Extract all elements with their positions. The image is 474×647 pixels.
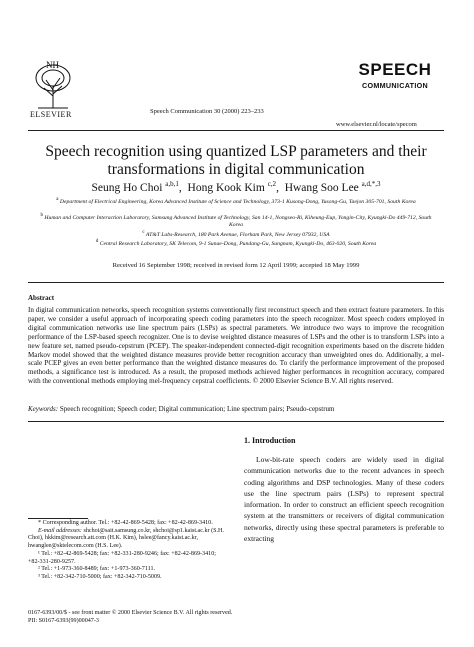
elsevier-tree-logo xyxy=(28,58,78,110)
received-dates: Received 16 September 1998; received in revised form 12 April 1999; accepted 18 May 1999 xyxy=(112,262,360,269)
copyright-block xyxy=(28,610,232,625)
pii-line: PII: S0167-6393(99)00047-3 xyxy=(28,617,99,624)
author-marks: c,2 xyxy=(267,180,277,188)
keywords-text: Speech recognition; Speech coder; Digital communication; Line spectrum pairs; Pseudo-cepstrum xyxy=(59,405,335,413)
publisher-name: ELSEVIER xyxy=(30,110,72,119)
journal-url[interactable]: www.elsevier.nl/locate/specom xyxy=(336,121,417,128)
abstract-top-rule xyxy=(28,282,444,283)
author-name: Hwang Soo Lee xyxy=(284,181,359,194)
affiliation xyxy=(34,196,438,206)
footnote-2: ² Tel.: +1-973-360-8489; fax: +1-973-360-7111. xyxy=(38,566,156,573)
affiliation-text: Department of Electrical Engineering, Korea Advanced Institute of Science and Technology, 373-1 Kusong-Dong, Yusong-Gu, Taejon 305-701, South Korea xyxy=(59,198,416,205)
abstract-heading: Abstract xyxy=(28,294,55,302)
affiliation-mark: a xyxy=(56,197,59,202)
journal-logo xyxy=(352,62,438,90)
author-marks: a,b,1 xyxy=(165,180,179,188)
affiliation-mark: b xyxy=(40,213,43,218)
affiliation xyxy=(34,238,438,248)
affiliation-text: Central Research Laboratory, SK Telecom, 9-1 Sunae-Dong, Pundang-Gu, Sungnam, Kyungki-Do, 463-020, South Korea xyxy=(99,240,377,247)
abstract-bottom-rule xyxy=(28,421,444,422)
footnote-rule xyxy=(28,518,88,519)
journal-logo-line1: SPEECH xyxy=(358,60,432,79)
author-name: Seung Ho Choi xyxy=(91,181,163,194)
journal-reference: Speech Communication 30 (2000) 223–233 xyxy=(150,108,264,115)
footnote-corresponding: * Corresponding author. Tel.: +82-42-869-5428; fax: +82-42-869-3410. xyxy=(38,520,213,526)
title-line-1: Speech recognition using quantized LSP parameters and their xyxy=(45,143,427,160)
email-label: E-mail addresses: xyxy=(38,527,82,534)
affiliation xyxy=(34,212,438,229)
keywords-label: Keywords: xyxy=(28,405,59,413)
author-name: Hong Kook Kim xyxy=(187,181,265,194)
header-rule xyxy=(28,130,444,131)
journal-logo-line2: COMMUNICATION xyxy=(361,81,429,90)
author-marks: a,d,*,3 xyxy=(361,180,381,188)
svg-text:NH: NH xyxy=(46,60,59,70)
affiliation-text: AT&T Labs-Research, 180 Park Avenue, Florham Park, New Jersey 07932, USA xyxy=(145,231,330,238)
footnote-emails xyxy=(28,528,228,551)
footnote-3: ³ Tel.: +82-342-710-5000; fax: +82-342-710-5009. xyxy=(38,573,162,580)
section-heading: 1. Introduction xyxy=(244,436,296,445)
keywords xyxy=(28,405,444,413)
abstract-text: In digital communication networks, speech recognition systems conventionally first reconstruct speech and then extract feature parameters. In this paper, we consider a useful approach of incorporating speech coding parameters into the speech recognizer. Most speech coders employed in digital communication networks use line spectrum pairs (LSPs) as spectral parameters. We introduce two ways to improve the recognition performance of the LSP-based speech recognizer. One is to devise weighted distance measures of LSPs and the other is to transform LSPs into a new feature set, named pseudo-cepstrum (PCEP). The speaker-independent connected-digit recognition experiments based on the discrete hidden Markov model showed that the weighted distance measures provide better recognition accuracy than unweighted ones do. Additionally, a mel-scale PCEP gives an even better performance than the weighted distance measures do. To clarify the performance improvement of the proposed methods, a significance test is introduced. As a result, the proposed methods achieved higher performances in recognition accuracy, compared with the conventional methods employing mel-frequency cepstral coefficients. © 2000 Elsevier Science B.V. All rights reserved. xyxy=(28,306,444,386)
title-line-2: transformations in digital communication xyxy=(107,161,365,178)
issn-line: 0167-6393/00/$ - see front matter © 2000 Elsevier Science B.V. All rights reserved. xyxy=(28,610,233,616)
article-title xyxy=(28,143,444,179)
email-addresses: shchoi@sait.samsung.co.kr, shchoi@sp1.kaist.ac.kr (S.H. Choi), hkkim@research.att.com (H.K. Kim), hslee@fancy.kaist.ac.kr, hwanglee@sktelecom.com (H.S. Lee). xyxy=(28,527,224,550)
introduction-text: Low-bit-rate speech coders are widely used in digital communication networks due to the recent advances in speech coding algorithms and DSP technologies. Many of these coders use the line spectrum pairs (LSPs) to represent spectral information. In order to construct an efficient speech recognition system at the transmitters or receivers of digital communication networks, directly using these spectral parameters is preferable to extracting xyxy=(244,455,444,544)
author-list: Seung Ho Choi $^{a,b,1}$, Hong Kook Kim $^{c,2}$, Hwang Soo Lee $^{a,d,*,3}$ xyxy=(91,180,381,194)
footnotes xyxy=(28,520,228,582)
affiliation-text: Human and Computer Interaction Laboratory, Samsung Advanced Institute of Technology, San 14-1, Nongseo-Ri, Kiheung-Eup, Yongin-City, Kyungki-Do 449-712, South Korea xyxy=(44,214,432,229)
footnote-1: ¹ Tel.: +82-42-869-5428; fax: +82-331-280-9246; fax: +82-42-869-3410; +82-331-280-9257. xyxy=(28,550,216,565)
affiliation-mark: d xyxy=(95,239,99,244)
affiliation-mark: c xyxy=(142,230,145,235)
